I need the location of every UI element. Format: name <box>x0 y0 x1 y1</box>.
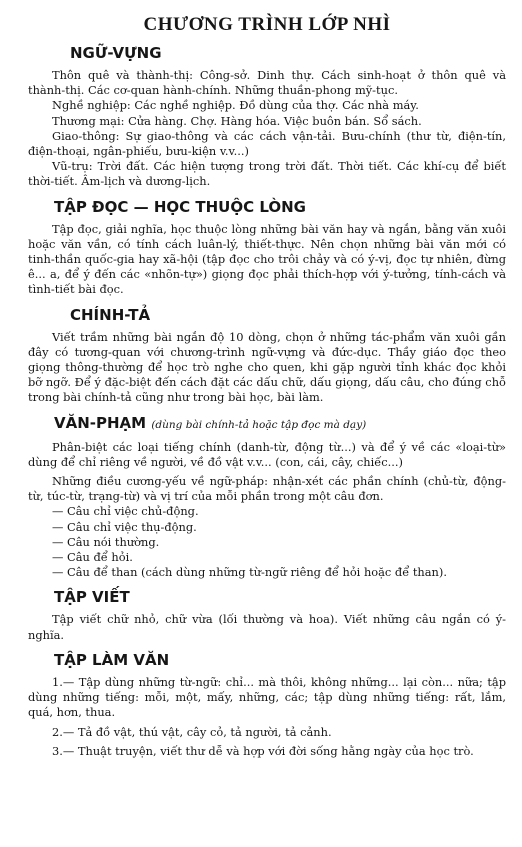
section-heading-tap-lam-van: TẬP LÀM VĂN <box>54 650 170 669</box>
section-heading-tap-doc: TẬP ĐỌC — HỌC THUỘC LÒNG <box>54 197 306 216</box>
section-heading-note: (dùng bài chính-tả hoặc tập đọc mà dạy) <box>151 418 367 431</box>
page-title: CHƯƠNG TRÌNH LỚP NHÌ <box>143 14 391 35</box>
list-item: — Câu để hỏi. <box>52 550 133 565</box>
paragraph: Nghề nghiệp: Các nghề nghiệp. Đồ dùng của thợ. Các nhà máy. <box>52 98 419 113</box>
paragraph: 1.— Tập dùng những từ-ngữ: chỉ... mà thôi, không những... lại còn... nữa; tập dùng những tiếng: mỗi, một, mấy, những, các; tập dùng những tiếng: rất, lắm, quá, hơn, thua. <box>28 674 506 720</box>
section-heading-label: VĂN-PHẠM <box>54 413 147 432</box>
paragraph: Phân-biệt các loại tiếng chính (danh-từ, động từ...) và để ý về các «loại-từ» dùng để chỉ riêng về người, về đồ vật v.v... (con, cái, cây, chiếc...) <box>28 439 506 469</box>
list-item: — Câu nói thường. <box>52 534 160 549</box>
list-item: — Câu để than (cách dùng những từ-ngữ riêng để hỏi hoặc để than). <box>52 565 447 580</box>
paragraph: Những điều cương-yếu về ngữ-pháp: nhận-xét các phần chính (chủ-từ, động-từ, túc-từ, trạng-từ) và vị trí của mỗi phần trong một câu đơn. <box>28 474 506 504</box>
paragraph: Giao-thông: Sự giao-thông và các cách vận-tải. Bưu-chính (thư từ, điện-tín, điện-thoại, ngân-phiếu, bưu-kiện v.v...) <box>28 128 506 159</box>
paragraph: Viết trầm những bài ngắn độ 10 dòng, chọn ở những tác-phẩm văn xuôi gần đây có tương-quan với chương-trình ngữ-vựng và đức-dục. Thầy giáo đọc theo giọng thông-thường để học trò nghe cho quen, khi gặp người tỉnh khác đọc khỏi bỡ ngỡ. Để ý đặc-biệt đến cách đặt các dấu chữ, dấu giọng, dấu câu, cho đúng chỗ trong bài chính-tả cũng như trong bài học, bài làm. <box>28 329 506 405</box>
section-heading-ngu-vung: NGỮ-VỰNG <box>70 44 162 62</box>
paragraph: Thương mại: Cửa hàng. Chợ. Hàng hóa. Việc buôn bán. Sổ sách. <box>52 113 422 128</box>
paragraph: 3.— Thuật truyện, viết thư dễ và hợp với đời sống hằng ngày của học trò. <box>52 743 474 758</box>
paragraph: Tập viết chữ nhỏ, chữ vừa (lối thường và hoa). Viết những câu ngắn có ý-nghĩa. <box>28 612 506 642</box>
section-heading-tap-viet: TẬP VIẾT <box>54 588 130 607</box>
paragraph: Vũ-trụ: Trời đất. Các hiện tượng trong trời đất. Thời tiết. Các khí-cụ để biết thời-tiết. Âm-lịch và dương-lịch. <box>28 159 506 189</box>
paragraph: Tập đọc, giải nghĩa, học thuộc lòng những bài văn hay và ngắn, bằng văn xuôi hoặc văn vần, có tính cách luân-lý, thiết-thực. Nên chọn những bài văn mới có tinh-thần quốc-gia hay xã-hội (tập đọc cho trôi chảy và có ý-vị, đọc tự nhiên, đừng ê... a, để ý đến các «nhõn-tự») giọng đọc phải thích-hợp với ý-tưởng, tính-cách và tình-tiết bài đọc. <box>28 221 506 297</box>
section-heading-van-pham <box>54 414 506 434</box>
section-heading-chinh-ta: CHÍNH-TẢ <box>70 305 151 324</box>
list-item: — Câu chỉ việc thụ-động. <box>52 519 197 534</box>
paragraph: Thôn quê và thành-thị: Công-sở. Dinh thự. Cách sinh-hoạt ở thôn quê và thành-thị. Các cơ-quan hành-chính. Những thuần-phong mỹ-tục. <box>28 68 506 98</box>
list-item: — Câu chỉ việc chủ-động. <box>52 504 199 519</box>
paragraph: 2.— Tả đồ vật, thú vật, cây cỏ, tả người, tả cảnh. <box>52 724 332 739</box>
